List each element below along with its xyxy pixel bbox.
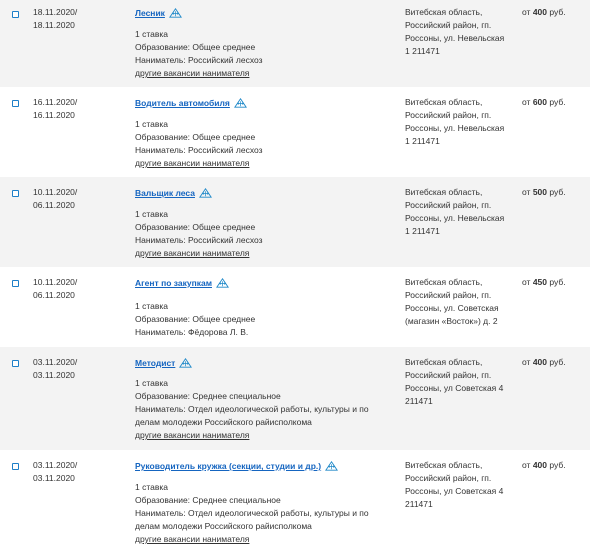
other-vacancies-link[interactable]: другие вакансии нанимателя (135, 534, 250, 544)
vacancy-rate: 1 ставка (135, 209, 169, 219)
salary-unit: руб. (549, 187, 566, 197)
address-line: Россоны, ул Советская 4 (405, 383, 504, 393)
vacancy-education: Образование: Среднее специальное (135, 391, 281, 401)
salary-unit: руб. (549, 357, 566, 367)
date-posted: 10.11.2020/ (33, 277, 78, 287)
salary-prefix: от (522, 97, 531, 107)
salary-prefix: от (522, 187, 531, 197)
address-line: Российский район, гп. (405, 110, 492, 120)
address-line: Российский район, гп. (405, 370, 492, 380)
address-line: 211471 (405, 396, 433, 406)
other-vacancies-link[interactable]: другие вакансии нанимателя (135, 248, 250, 258)
address-line: Российский район, гп. (405, 200, 492, 210)
date-updated: 16.11.2020 (33, 110, 75, 120)
vacancy-title-link[interactable]: Лесник (135, 8, 165, 18)
address-line: Витебская область, (405, 187, 483, 197)
cross-arrows-icon[interactable] (216, 278, 229, 288)
vacancy-row (0, 450, 590, 545)
salary-prefix: от (522, 357, 531, 367)
salary-unit: руб. (549, 97, 566, 107)
vacancy-rate: 1 ставка (135, 301, 169, 311)
vacancy-rate: 1 ставка (135, 29, 169, 39)
address-line: Витебская область, (405, 460, 483, 470)
address-line: Витебская область, (405, 7, 483, 17)
vacancy-details (135, 300, 385, 339)
vacancy-address (405, 459, 517, 511)
address-line: Россоны, ул. Советская (405, 303, 499, 313)
vacancy-education: Образование: Общее среднее (135, 314, 256, 324)
salary-unit: руб. (549, 277, 566, 287)
vacancy-details (135, 481, 385, 546)
vacancy-address (405, 276, 517, 328)
vacancy-details (135, 28, 385, 80)
vacancy-dates (33, 356, 77, 382)
vacancy-salary (522, 6, 566, 19)
date-updated: 03.11.2020 (33, 370, 75, 380)
address-line: 1 211471 (405, 226, 440, 236)
vacancy-employer: Наниматель: Отдел идеологической работы, культуры и по делам молодежи Российского райисполкома (135, 404, 369, 427)
vacancy-employer: Наниматель: Отдел идеологической работы, культуры и по делам молодежи Российского райисполкома (135, 508, 369, 531)
address-line: Россоны, ул. Невельская (405, 33, 505, 43)
vacancy-row (0, 267, 590, 347)
address-line: 1 211471 (405, 136, 440, 146)
salary-prefix: от (522, 277, 531, 287)
date-posted: 03.11.2020/ (33, 357, 78, 367)
vacancy-salary (522, 356, 566, 369)
date-posted: 18.11.2020/ (33, 7, 78, 17)
vacancy-checkbox[interactable] (12, 100, 19, 107)
vacancy-employer: Наниматель: Российский лесхоз (135, 55, 263, 65)
vacancy-address (405, 186, 517, 238)
salary-value: 400 (532, 460, 547, 470)
address-line: Российский район, гп. (405, 473, 492, 483)
vacancy-details (135, 118, 385, 170)
date-updated: 06.11.2020 (33, 290, 75, 300)
salary-prefix: от (522, 460, 531, 470)
salary-value: 400 (532, 357, 547, 367)
vacancy-dates (33, 6, 77, 32)
vacancy-salary (522, 459, 566, 472)
date-posted: 03.11.2020/ (33, 460, 78, 470)
salary-prefix: от (522, 7, 531, 17)
address-line: Витебская область, (405, 277, 483, 287)
address-line: Витебская область, (405, 357, 483, 367)
vacancy-education: Образование: Общее среднее (135, 132, 256, 142)
address-line: Россоны, ул Советская 4 (405, 486, 504, 496)
vacancy-salary (522, 276, 566, 289)
other-vacancies-link[interactable]: другие вакансии нанимателя (135, 68, 250, 78)
other-vacancies-link[interactable]: другие вакансии нанимателя (135, 158, 250, 168)
date-posted: 10.11.2020/ (33, 187, 78, 197)
address-line: Российский район, гп. (405, 290, 492, 300)
vacancy-education: Образование: Общее среднее (135, 222, 256, 232)
address-line: 211471 (405, 499, 433, 509)
vacancy-address (405, 6, 517, 58)
vacancy-rate: 1 ставка (135, 119, 169, 129)
address-line: (магазин «Восток») д. 2 (405, 316, 498, 326)
address-line: Витебская область, (405, 97, 483, 107)
vacancy-checkbox[interactable] (12, 11, 19, 18)
vacancy-education: Образование: Среднее специальное (135, 495, 281, 505)
date-posted: 16.11.2020/ (33, 97, 78, 107)
vacancy-dates (33, 459, 77, 485)
vacancy-checkbox[interactable] (12, 280, 19, 287)
vacancy-title-link[interactable]: Методист (135, 358, 176, 368)
vacancy-rate: 1 ставка (135, 378, 169, 388)
vacancy-salary (522, 96, 566, 109)
vacancy-row (0, 0, 590, 87)
vacancy-title-link[interactable]: Агент по закупкам (135, 278, 212, 288)
vacancy-row (0, 87, 590, 177)
vacancy-row (0, 177, 590, 267)
vacancy-employer: Наниматель: Российский лесхоз (135, 145, 263, 155)
other-vacancies-link[interactable]: другие вакансии нанимателя (135, 430, 250, 440)
vacancy-checkbox[interactable] (12, 463, 19, 470)
vacancy-employer: Наниматель: Фёдорова Л. В. (135, 327, 249, 337)
vacancy-title-link[interactable]: Вальщик леса (135, 188, 195, 198)
date-updated: 03.11.2020 (33, 473, 75, 483)
cross-arrows-icon[interactable] (179, 358, 192, 368)
vacancy-employer: Наниматель: Российский лесхоз (135, 235, 263, 245)
cross-arrows-icon[interactable] (169, 8, 182, 18)
salary-value: 400 (532, 7, 547, 17)
cross-arrows-icon[interactable] (199, 188, 212, 198)
address-line: Россоны, ул. Невельская (405, 213, 505, 223)
cross-arrows-icon[interactable] (325, 461, 338, 471)
vacancy-dates (33, 276, 77, 302)
vacancy-salary (522, 186, 566, 199)
vacancy-checkbox[interactable] (12, 190, 19, 197)
date-updated: 06.11.2020 (33, 200, 75, 210)
date-updated: 18.11.2020 (33, 20, 75, 30)
address-line: 1 211471 (405, 46, 440, 56)
vacancy-row (0, 347, 590, 450)
salary-value: 450 (532, 277, 547, 287)
vacancy-checkbox[interactable] (12, 360, 19, 367)
vacancy-dates (33, 96, 77, 122)
salary-unit: руб. (549, 460, 566, 470)
vacancy-details (135, 377, 385, 442)
address-line: Российский район, гп. (405, 20, 492, 30)
address-line: Россоны, ул. Невельская (405, 123, 505, 133)
salary-value: 600 (532, 97, 547, 107)
salary-unit: руб. (549, 7, 566, 17)
vacancy-dates (33, 186, 77, 212)
vacancy-rate: 1 ставка (135, 482, 169, 492)
salary-value: 500 (532, 187, 547, 197)
vacancy-education: Образование: Общее среднее (135, 42, 256, 52)
vacancy-title-link[interactable]: Водитель автомобиля (135, 98, 230, 108)
vacancy-details (135, 208, 385, 260)
cross-arrows-icon[interactable] (234, 98, 247, 108)
vacancy-address (405, 96, 517, 148)
vacancy-address (405, 356, 517, 408)
vacancy-title-link[interactable]: Руководитель кружка (секции, студии и др.) (135, 461, 322, 471)
